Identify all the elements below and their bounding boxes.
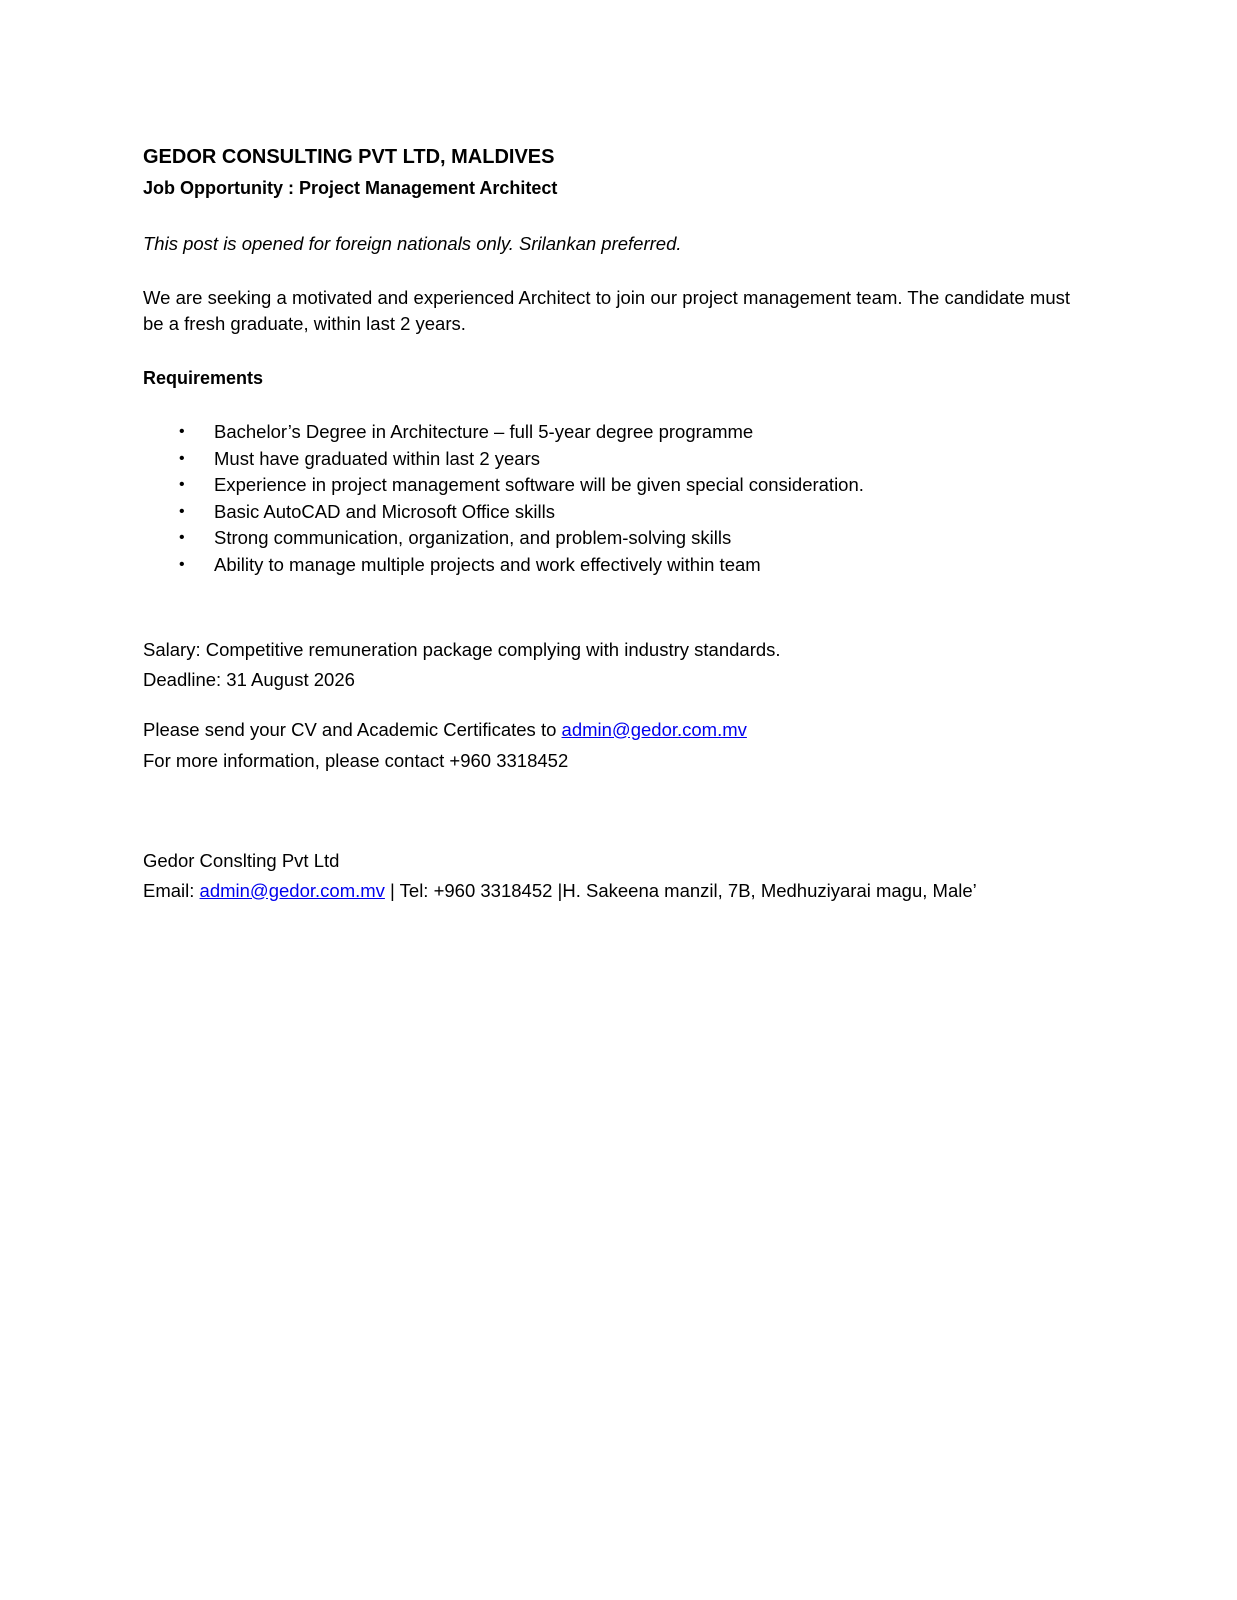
signature-email-label: Email:	[143, 879, 200, 901]
signature-contact-line	[143, 878, 1070, 904]
list-item	[143, 499, 1070, 526]
requirement-text: Must have graduated within last 2 years	[214, 447, 540, 469]
requirement-text: Strong communication, organization, and problem-solving skills	[214, 527, 732, 549]
list-item	[143, 552, 1070, 579]
contact-info-line: For more information, please contact +960 3318452	[143, 749, 569, 771]
requirements-list	[143, 419, 1070, 579]
requirement-text: Bachelor’s Degree in Architecture – full 5-year degree programme	[214, 421, 754, 442]
nationality-notice: This post is opened for foreign nationals only. Srilankan preferred.	[143, 233, 682, 254]
requirement-text: Ability to manage multiple projects and work effectively within team	[214, 553, 761, 575]
job-title: Job Opportunity : Project Management Architect	[143, 178, 558, 198]
bullet-icon: •	[179, 502, 185, 520]
requirements-heading: Requirements	[143, 368, 264, 388]
list-item	[143, 446, 1070, 473]
deadline-line: Deadline: 31 August 2026	[143, 668, 355, 690]
list-item	[143, 419, 1070, 446]
intro-paragraph: We are seeking a motivated and experienced Architect to join our project management team. The candidate must be a fresh graduate, within last 2 years.	[143, 287, 1070, 334]
salary-line: Salary: Competitive remuneration package complying with industry standards.	[143, 638, 781, 660]
bullet-icon: •	[179, 476, 185, 494]
application-email-link[interactable]: admin@gedor.com.mv	[561, 718, 747, 740]
list-item	[143, 525, 1070, 552]
signature-company-name: Gedor Conslting Pvt Ltd	[143, 849, 340, 871]
document-content	[143, 143, 1070, 904]
signature-contact-details: | Tel: +960 3318452 |H. Sakeena manzil, 7B, Medhuziyarai magu, Male’	[384, 879, 977, 901]
requirement-text: Basic AutoCAD and Microsoft Office skills	[214, 500, 556, 522]
company-title: GEDOR CONSULTING PVT LTD, MALDIVES	[143, 146, 555, 168]
bullet-icon: •	[179, 423, 185, 440]
signature-email-link[interactable]: admin@gedor.com.mv	[199, 879, 385, 901]
send-prefix: Please send your CV and Academic Certificates to	[143, 718, 562, 740]
bullet-icon: •	[179, 555, 185, 573]
application-instructions	[143, 717, 1070, 743]
bullet-icon: •	[179, 449, 185, 467]
list-item	[143, 472, 1070, 499]
bullet-icon: •	[179, 529, 185, 547]
requirement-text: Experience in project management software will be given special consideration.	[214, 474, 864, 496]
